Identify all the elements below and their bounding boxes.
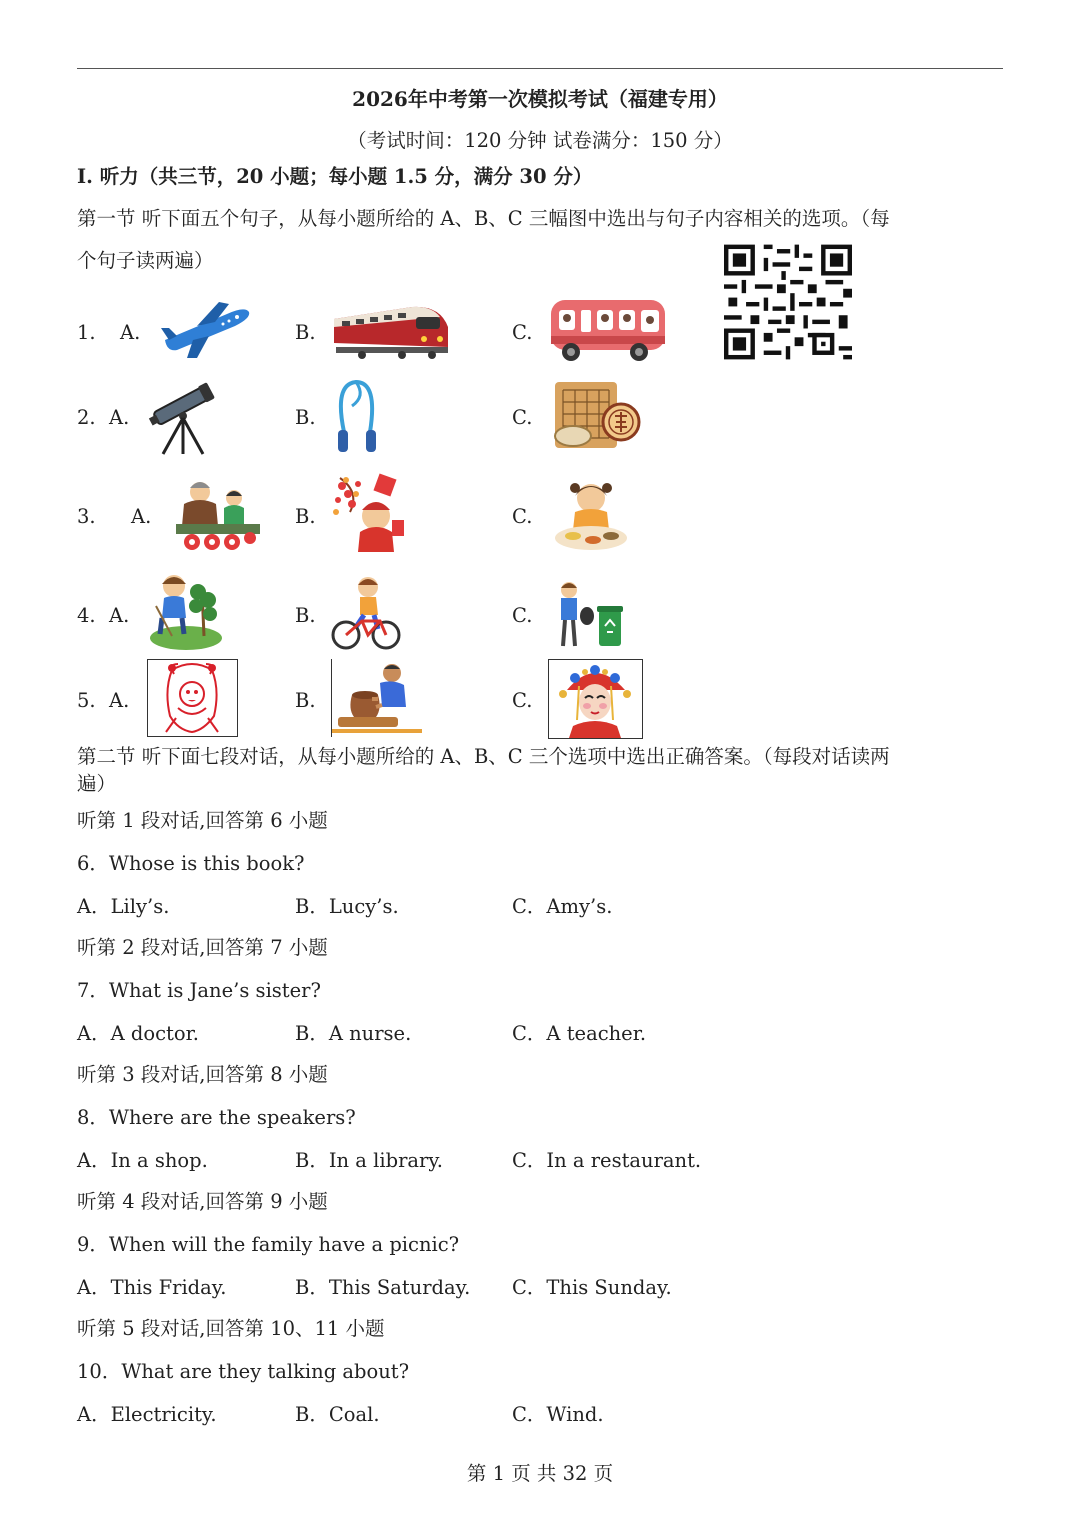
option-b: B．This Saturday. <box>295 1276 471 1299</box>
jump-rope-icon <box>330 376 386 456</box>
option-a: A．This Friday. <box>77 1276 227 1299</box>
option-c: C．In a restaurant. <box>512 1149 702 1172</box>
paper-cut-girl-icon <box>148 660 237 736</box>
option-label: A. <box>120 321 141 344</box>
dialogue-intro: 听第 4 段对话,回答第 9 小题 <box>77 1190 328 1213</box>
spring-festival-child-icon <box>330 472 412 556</box>
question-text: 8．Where are the speakers? <box>77 1106 356 1129</box>
section2-instruction: 第二节 听下面七段对话，从每小题所给的 A、B、C 三个选项中选出正确答案。（每段对话读两 <box>77 745 890 768</box>
option-label: C. <box>512 505 533 528</box>
option-label: A. <box>131 505 152 528</box>
question-text: 7．What is Jane’s sister? <box>77 979 321 1002</box>
paper-cutting-family-icon <box>170 476 264 552</box>
boy-riding-bike-icon <box>330 575 402 651</box>
option-label: A. <box>109 689 130 712</box>
question-number: 5. <box>77 689 96 712</box>
section1-instruction: 第一节 听下面五个句子，从每小题所给的 A、B、C 三幅图中选出与句子内容相关的选项。（每 <box>77 207 890 230</box>
image-frame <box>331 659 423 737</box>
option-c: C．A teacher. <box>512 1022 647 1045</box>
pottery-making-icon <box>332 659 424 735</box>
image-frame <box>548 659 643 739</box>
option-b: B．Lucy’s. <box>295 895 399 918</box>
question-number: 1. <box>77 321 96 344</box>
option-c: C．Amy’s. <box>512 895 613 918</box>
option-b: B．A nurse. <box>295 1022 412 1045</box>
option-b: B．In a library. <box>295 1149 443 1172</box>
dialogue-intro: 听第 2 段对话,回答第 7 小题 <box>77 936 328 959</box>
question-text: 6．Whose is this book? <box>77 852 305 875</box>
section1-instruction-cont: 个句子读两遍） <box>77 249 214 272</box>
page-footer: 第 1 页 共 32 页 <box>466 1462 614 1485</box>
dialogue-intro: 听第 1 段对话,回答第 6 小题 <box>77 809 328 832</box>
dialogue-intro: 听第 3 段对话,回答第 8 小题 <box>77 1063 328 1086</box>
option-label: A. <box>109 406 130 429</box>
telescope-icon <box>145 376 221 456</box>
option-label: C. <box>512 406 533 429</box>
question-number: 2. <box>77 406 96 429</box>
opera-mask-icon <box>549 660 642 738</box>
option-label: B. <box>295 321 316 344</box>
option-c: C．Wind. <box>512 1403 604 1426</box>
chinese-chess-icon <box>553 380 643 454</box>
question-number: 3. <box>77 505 96 528</box>
option-label: C. <box>512 321 533 344</box>
girl-eating-icon <box>553 478 629 554</box>
part1-heading: I. 听力（共三节，20 小题；每小题 1.5 分，满分 30 分） <box>77 165 593 188</box>
option-a: A．In a shop. <box>77 1149 208 1172</box>
option-label: B. <box>295 505 316 528</box>
question-number: 4. <box>77 604 96 627</box>
option-b: B．Coal. <box>295 1403 380 1426</box>
question-text: 10．What are they talking about? <box>77 1360 410 1383</box>
question-text: 9．When will the family have a picnic? <box>77 1233 460 1256</box>
option-a: A．A doctor. <box>77 1022 199 1045</box>
option-label: C. <box>512 689 533 712</box>
option-label: C. <box>512 604 533 627</box>
boy-planting-tree-icon <box>146 572 222 652</box>
option-label: A. <box>109 604 130 627</box>
boy-recycling-icon <box>553 580 625 648</box>
option-label: B. <box>295 604 316 627</box>
header-rule <box>77 68 1003 69</box>
exam-subtitle: （考试时间：120 分钟 试卷满分：150 分） <box>347 129 733 152</box>
exam-title: 2026年中考第一次模拟考试（福建专用） <box>352 87 728 111</box>
option-a: A．Electricity. <box>77 1403 217 1426</box>
image-frame <box>147 659 238 737</box>
bus-icon <box>549 296 669 364</box>
option-c: C．This Sunday. <box>512 1276 672 1299</box>
section2-instruction-cont: 遍） <box>77 772 117 795</box>
dialogue-intro: 听第 5 段对话,回答第 10、11 小题 <box>77 1317 385 1340</box>
option-label: B. <box>295 689 316 712</box>
train-icon <box>332 297 452 363</box>
option-a: A．Lily’s. <box>77 895 170 918</box>
option-label: B. <box>295 406 316 429</box>
qr-code-icon <box>724 244 852 360</box>
airplane-icon <box>157 300 253 360</box>
